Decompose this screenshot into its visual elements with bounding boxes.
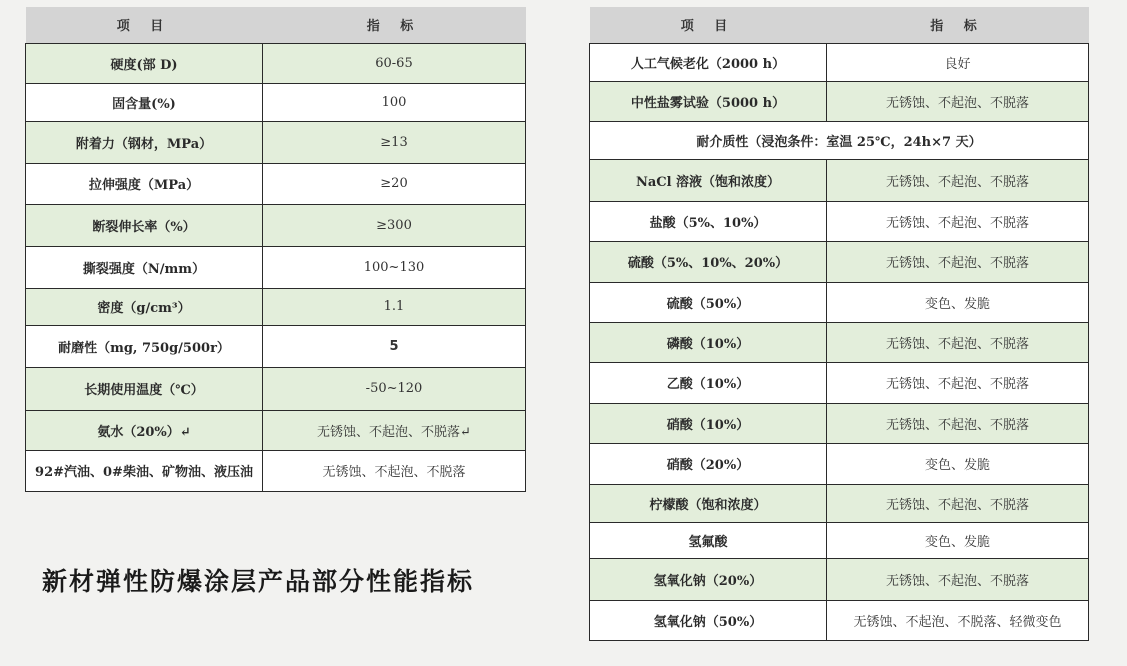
row-item: 拉伸强度（MPa） xyxy=(26,163,263,204)
row-item: 硬度(部 D) xyxy=(26,43,263,83)
table-row xyxy=(26,246,526,288)
row-value: ≥13 xyxy=(263,121,526,163)
table-row xyxy=(590,322,1089,362)
row-item: 中性盐雾试验（5000 h） xyxy=(590,81,827,121)
table-row xyxy=(26,288,526,325)
table-row xyxy=(590,443,1089,484)
row-value: 5 xyxy=(263,325,526,367)
header-value: 指 标 xyxy=(827,7,1089,43)
row-item: 人工气候老化（2000 h） xyxy=(590,43,827,81)
row-item: 氨水（20%）↵ xyxy=(26,410,263,450)
row-item: 磷酸（10%） xyxy=(590,322,827,362)
header-item: 项 目 xyxy=(26,7,263,43)
row-item: 附着力（钢材，MPa） xyxy=(26,121,263,163)
row-value: 无锈蚀、不起泡、不脱落 xyxy=(827,159,1089,201)
table-row xyxy=(26,121,526,163)
table-row xyxy=(590,522,1089,558)
row-value: 无锈蚀、不起泡、不脱落↵ xyxy=(263,410,526,450)
row-item: 长期使用温度（℃） xyxy=(26,367,263,410)
row-value: ≥20 xyxy=(263,163,526,204)
row-value: 无锈蚀、不起泡、不脱落 xyxy=(827,81,1089,121)
row-value: 无锈蚀、不起泡、不脱落 xyxy=(827,201,1089,241)
table-row xyxy=(590,241,1089,282)
row-item: 92#汽油、0#柴油、矿物油、液压油 xyxy=(26,450,263,491)
table-row xyxy=(590,558,1089,600)
row-value: 良好 xyxy=(827,43,1089,81)
row-item: 密度（g/cm³） xyxy=(26,288,263,325)
row-item: 氢氟酸 xyxy=(590,522,827,558)
row-item: 氢氧化钠（20%） xyxy=(590,558,827,600)
row-item: NaCl 溶液（饱和浓度） xyxy=(590,159,827,201)
table-row xyxy=(26,204,526,246)
row-value: ≥300 xyxy=(263,204,526,246)
properties-table-left xyxy=(25,7,526,492)
row-item: 固含量(%) xyxy=(26,83,263,121)
table-row xyxy=(590,43,1089,81)
row-item: 硫酸（50%） xyxy=(590,282,827,322)
header-value: 指 标 xyxy=(263,7,526,43)
row-item: 乙酸（10%） xyxy=(590,362,827,403)
row-value: 无锈蚀、不起泡、不脱落、轻微变色 xyxy=(827,600,1089,640)
row-value: 无锈蚀、不起泡、不脱落 xyxy=(827,403,1089,443)
table-row xyxy=(590,362,1089,403)
table-row xyxy=(590,159,1089,201)
row-value: 无锈蚀、不起泡、不脱落 xyxy=(263,450,526,491)
row-item: 柠檬酸（饱和浓度） xyxy=(590,484,827,522)
row-item: 撕裂强度（N/mm） xyxy=(26,246,263,288)
table-row xyxy=(26,367,526,410)
row-item: 氢氧化钠（50%） xyxy=(590,600,827,640)
row-item: 断裂伸长率（%） xyxy=(26,204,263,246)
properties-table-right xyxy=(589,7,1089,641)
row-value: 无锈蚀、不起泡、不脱落 xyxy=(827,362,1089,403)
header-item: 项 目 xyxy=(590,7,827,43)
row-value: 变色、发脆 xyxy=(827,522,1089,558)
row-item: 盐酸（5%、10%） xyxy=(590,201,827,241)
row-item: 硝酸（20%） xyxy=(590,443,827,484)
row-item: 耐磨性（mg, 750g/500r） xyxy=(26,325,263,367)
row-value: 无锈蚀、不起泡、不脱落 xyxy=(827,558,1089,600)
table-row xyxy=(26,410,526,450)
page-caption: 新材弹性防爆涂层产品部分性能指标 xyxy=(42,567,475,596)
row-value: 无锈蚀、不起泡、不脱落 xyxy=(827,241,1089,282)
section-header: 耐介质性（浸泡条件：室温 25℃，24h×7 天） xyxy=(590,121,1089,159)
row-value: 100~130 xyxy=(263,246,526,288)
table-row-section xyxy=(590,121,1089,159)
table-row xyxy=(26,83,526,121)
row-value: 100 xyxy=(263,83,526,121)
row-value: 无锈蚀、不起泡、不脱落 xyxy=(827,322,1089,362)
table-row xyxy=(590,201,1089,241)
row-item: 硝酸（10%） xyxy=(590,403,827,443)
table-row xyxy=(26,450,526,491)
row-value: 变色、发脆 xyxy=(827,282,1089,322)
table-row xyxy=(26,163,526,204)
table-row xyxy=(590,282,1089,322)
table-row xyxy=(26,325,526,367)
row-item: 硫酸（5%、10%、20%） xyxy=(590,241,827,282)
table-row xyxy=(590,403,1089,443)
table-row xyxy=(26,43,526,83)
row-value: 60-65 xyxy=(263,43,526,83)
table-row xyxy=(590,81,1089,121)
table-row xyxy=(590,484,1089,522)
row-value: 变色、发脆 xyxy=(827,443,1089,484)
row-value: -50~120 xyxy=(263,367,526,410)
row-value: 1.1 xyxy=(263,288,526,325)
row-value: 无锈蚀、不起泡、不脱落 xyxy=(827,484,1089,522)
table-row xyxy=(590,600,1089,640)
